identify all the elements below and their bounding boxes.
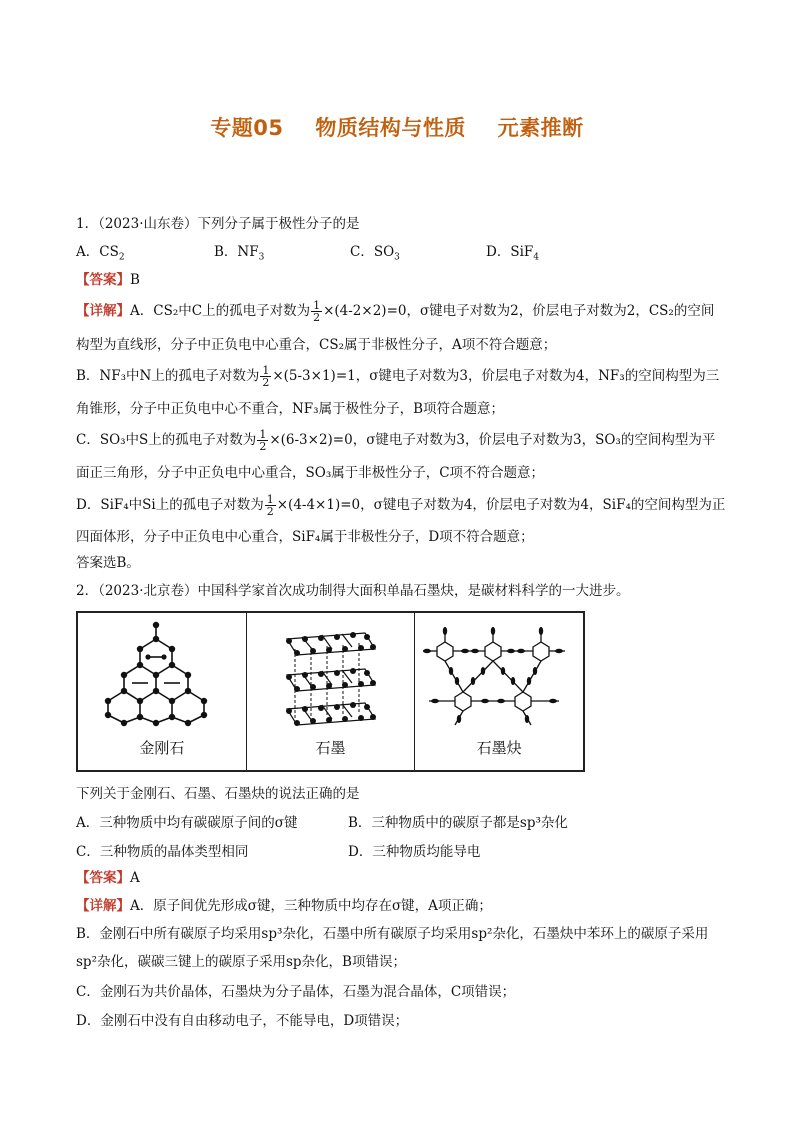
q2-option-b: B．三种物质中的碳原子都是sp³杂化 (348, 815, 568, 831)
q2-answer: 【答案】A (76, 870, 140, 886)
page-title (0, 112, 794, 142)
q2-detail-line-a: 【详解】A．原子间优先形成σ键，三种物质中均存在σ键，A项正确； (76, 898, 492, 914)
q2-option-d: D．三种物质均能导电 (348, 844, 481, 860)
q1-stem: 1．（2023·山东卷）下列分子属于极性分子的是 (76, 216, 360, 232)
q1-detail-line-a1: 【详解】A．CS₂中C上的孤电子对数为 $\frac{1}{2}$ ×(4-2×2)=0，σ键电子对数为2，价层电子对数为2，CS₂的空间 (76, 299, 715, 324)
q1-detail-line-a2: 构型为直线形，分子中正负电中心重合，CS₂属于非极性分子，A项不符合题意； (76, 337, 557, 353)
diamond-structure-image (78, 619, 235, 729)
diamond-caption: 金刚石 (139, 739, 185, 757)
fraction-half: $\frac{1}{2}$ (313, 299, 321, 324)
q1-option-a: A．$CS_2$ (76, 244, 125, 263)
q2-stem: 2．（2023·北京卷）中国科学家首次成功制得大面积单晶石墨炔，是碳材料科学的一大进步。 (76, 583, 630, 599)
q2-option-a: A．三种物质中均有碳碳原子间的σ键 (76, 815, 298, 831)
q1-option-b: B．$NF_3$ (214, 244, 265, 263)
q1-conclusion: 答案选B。 (76, 555, 140, 571)
carbon-structures-figure (76, 611, 585, 772)
fraction-half: $\frac{1}{2}$ (266, 493, 274, 518)
fraction-half: $\frac{1}{2}$ (262, 364, 270, 389)
title-part-topic: 专题05 (210, 116, 284, 140)
graphyne-caption: 石墨炔 (476, 739, 522, 757)
graphyne-cell (415, 613, 583, 770)
q1-detail-line-b1: B．NF₃中N上的孤电子对数为 $\frac{1}{2}$ ×(5-3×1)=1，σ键电子对数为3，价层电子对数为4，NF₃的空间构型为三 (76, 364, 720, 389)
q2-question: 下列关于金刚石、石墨、石墨炔的说法正确的是 (76, 786, 360, 802)
q1-answer: 【答案】B (76, 272, 140, 288)
q1-detail-line-c2: 面正三角形，分子中正负电中心重合，SO₃属于非极性分子，C项不符合题意； (76, 465, 545, 481)
q2-detail-line-d: D．金刚石中没有自由移动电子，不能导电，D项错误； (76, 1013, 409, 1029)
graphyne-structure-image (415, 619, 572, 729)
diamond-cell (78, 613, 247, 770)
q2-detail-line-c: C．金刚石为共价晶体，石墨炔为分子晶体，石墨为混合晶体，C项错误； (76, 984, 516, 1000)
q1-detail-line-d2: 四面体形，分子中正负电中心重合，SiF₄属于非极性分子，D项不符合题意； (76, 529, 534, 545)
fraction-half: $\frac{1}{2}$ (259, 428, 267, 453)
q2-detail-line-b2: sp²杂化，碳碳三键上的碳原子采用sp杂化，B项错误； (76, 954, 406, 970)
graphite-cell (247, 613, 416, 770)
title-part-sub: 元素推断 (497, 116, 584, 140)
title-part-subject: 物质结构与性质 (315, 116, 466, 140)
q1-detail-line-d1: D．SiF₄中Si上的孤电子对数为 $\frac{1}{2}$ ×(4-4×1)=0，σ键电子对数为4，价层电子对数为4，SiF₄的空间构型为正 (76, 493, 726, 518)
q1-detail-line-c1: C．SO₃中S上的孤电子对数为 $\frac{1}{2}$ ×(6-3×2)=0，σ键电子对数为3，价层电子对数为3，SO₃的空间构型为平 (76, 428, 716, 453)
q2-option-c: C．三种物质的晶体类型相同 (76, 844, 249, 860)
graphite-caption: 石墨 (315, 739, 346, 757)
q1-detail-line-b2: 角锥形，分子中正负电中心不重合，NF₃属于极性分子，B项符合题意； (76, 401, 505, 417)
q2-detail-line-b1: B．金刚石中所有碳原子均采用sp³杂化，石墨中所有碳原子均采用sp²杂化，石墨炔中苯环上的碳原子采用 (76, 926, 709, 942)
graphite-structure-image (247, 619, 404, 729)
q1-option-d: D．SiF$_4$ (486, 244, 539, 263)
q1-option-c: C．$SO_3$ (350, 244, 400, 263)
